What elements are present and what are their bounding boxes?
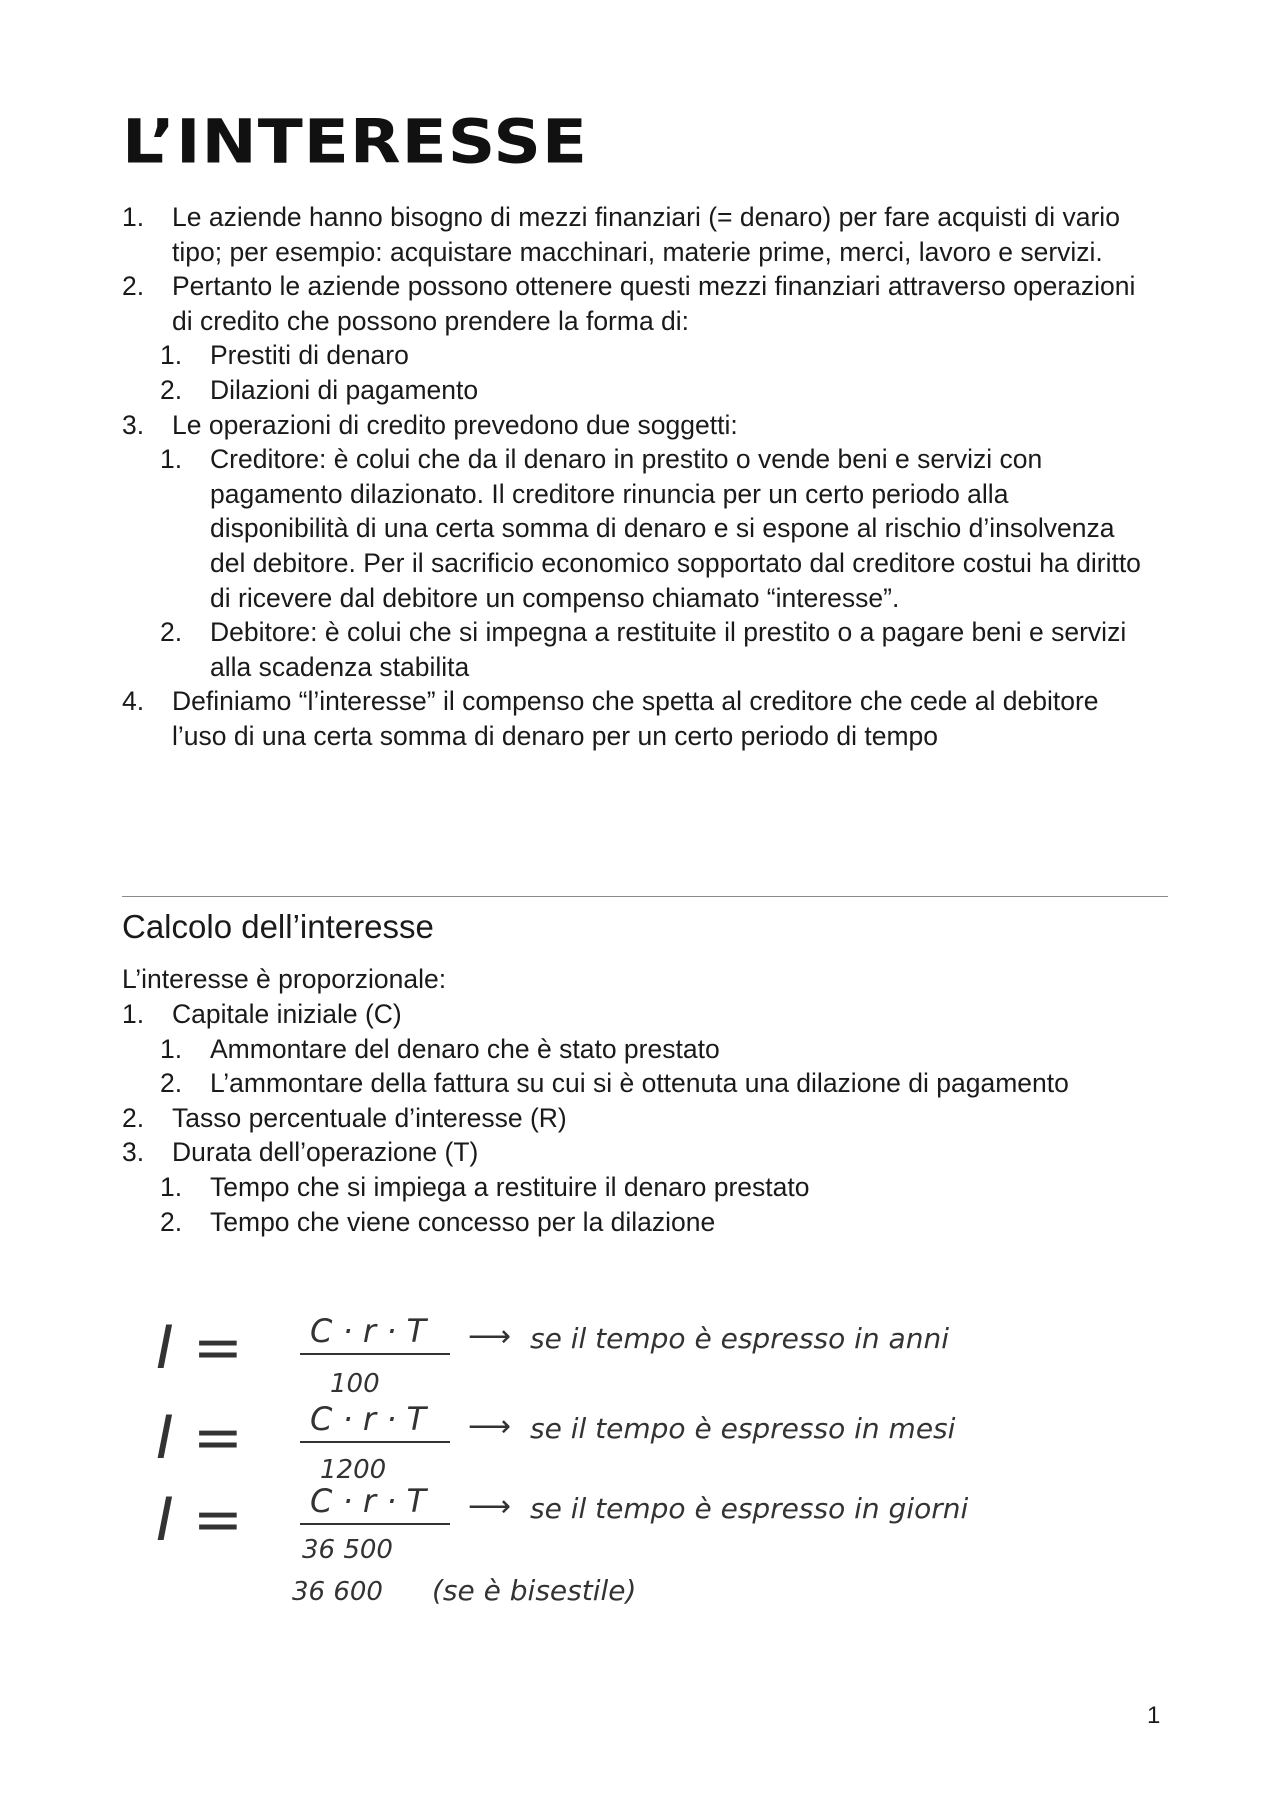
item-text: Capitale iniziale (C) [172,999,402,1029]
item-text: Dilazioni di pagamento [210,374,479,405]
item-number: 1. [160,340,183,371]
credit-list [0,200,1152,754]
arrow-icon: ⟶ [468,1489,512,1524]
arrow-icon: ⟶ [468,1409,512,1444]
item-text: L’ammontare della fattura su cui si è ottenuta una dilazione di pagamento [210,1068,1069,1099]
item-text: Tasso percentuale d’interesse (R) [172,1102,567,1133]
section-divider [122,896,1168,897]
item-text: Le operazioni di credito prevedono due soggetti: [172,409,738,440]
formula-leap-denominator: 36 600 [292,1577,383,1607]
list-item [0,1135,1152,1170]
formula-note: se il tempo è espresso in mesi [530,1412,956,1445]
sub-list-item [0,338,1152,373]
item-number: 1. [160,1171,183,1202]
item-number: 1. [122,999,145,1029]
formula-numerator: C · r · T [310,1482,427,1520]
sub-list-item [0,1032,1152,1067]
sub-list-item [0,442,1152,615]
item-number: 4. [122,686,145,717]
item-number: 1. [160,1033,183,1064]
formula-denominator: 100 [330,1369,380,1399]
item-text: Tempo che viene concesso per la dilazione [210,1206,716,1237]
section-heading: Calcolo dell’interesse [122,908,434,945]
item-text: Debitore: è colui che si impegna a restituite il prestito o a pagare beni e servizi alla scadenza stabilita [210,617,1127,682]
formula-days [156,1482,968,1607]
item-number: 3. [122,1137,145,1168]
item-text: Definiamo “l’interesse” il compenso che spetta al creditore che cede al debitore l’uso di una certa somma di denaro per un certo periodo di tempo [172,686,1099,751]
formula-numerator: C · r · T [310,1400,427,1438]
item-number: 2. [122,1102,145,1133]
arrow-icon: ⟶ [468,1319,512,1354]
item-number: 2. [160,1068,183,1099]
list-item [0,408,1152,443]
item-text: Tempo che si impiega a restituire il denaro prestato [210,1171,810,1202]
sub-list-item [0,615,1152,684]
item-text: Pertanto le aziende possono ottenere questi mezzi finanziari attraverso operazioni di credito che possono prendere la forma di: [172,271,1136,336]
formula-months [156,1400,956,1485]
item-number: 1. [160,444,183,475]
sub-list-item [0,1066,1152,1101]
item-text: Ammontare del denaro che è stato prestato [210,1033,720,1064]
item-number: 1. [122,202,145,232]
item-text: Creditore: è colui che da il denaro in prestito o vende beni e servizi con pagamento dilazionato. Il creditore rinuncia per un certo periodo alla disponibilità di una certa somma di denaro e si espone al rischio d’insolvenza del debitore. Per il sacrificio economico sopportato dal creditore costui ha diritto di ricevere dal debitore un compenso chiamato “interesse”. [210,444,1141,613]
formula-denominator: 36 500 [302,1535,393,1565]
sub-list-item [0,373,1152,408]
item-number: 3. [122,409,145,440]
handwritten-formulas [150,1300,1050,1630]
list-item [0,200,1152,269]
formula-denominator: 1200 [320,1455,387,1485]
formula-note: se il tempo è espresso in giorni [530,1492,969,1525]
item-number: 2. [122,271,145,302]
page-number: 1 [1147,1702,1161,1729]
section-intro: L’interesse è proporzionale: [122,964,447,994]
formula-note: se il tempo è espresso in anni [530,1322,949,1355]
sub-list-item [0,1170,1152,1205]
formula-lhs: I = [156,1485,244,1555]
formula-leap-note: (se è bisestile) [432,1574,637,1607]
page-title: L’INTERESSE [122,106,588,178]
formula-lhs: I = [156,1403,244,1473]
list-item [0,997,1152,1032]
item-text: Durata dell’operazione (T) [172,1137,479,1168]
item-number: 2. [160,617,183,648]
item-text: Prestiti di denaro [210,340,409,371]
interest-factors-list [0,997,1152,1239]
list-item [0,269,1152,338]
item-number: 2. [160,1206,183,1237]
list-item [0,1101,1152,1136]
item-text: Le aziende hanno bisogno di mezzi finanziari (= denaro) per fare acquisti di vario tipo; per esempio: acquistare macchinari, materie prime, merci, lavoro e servizi. [172,202,1120,267]
formula-lhs: I = [156,1313,244,1383]
item-number: 2. [160,374,183,405]
formula-numerator: C · r · T [310,1312,427,1350]
formula-years [156,1312,949,1399]
sub-list-item [0,1205,1152,1240]
list-item [0,684,1152,753]
